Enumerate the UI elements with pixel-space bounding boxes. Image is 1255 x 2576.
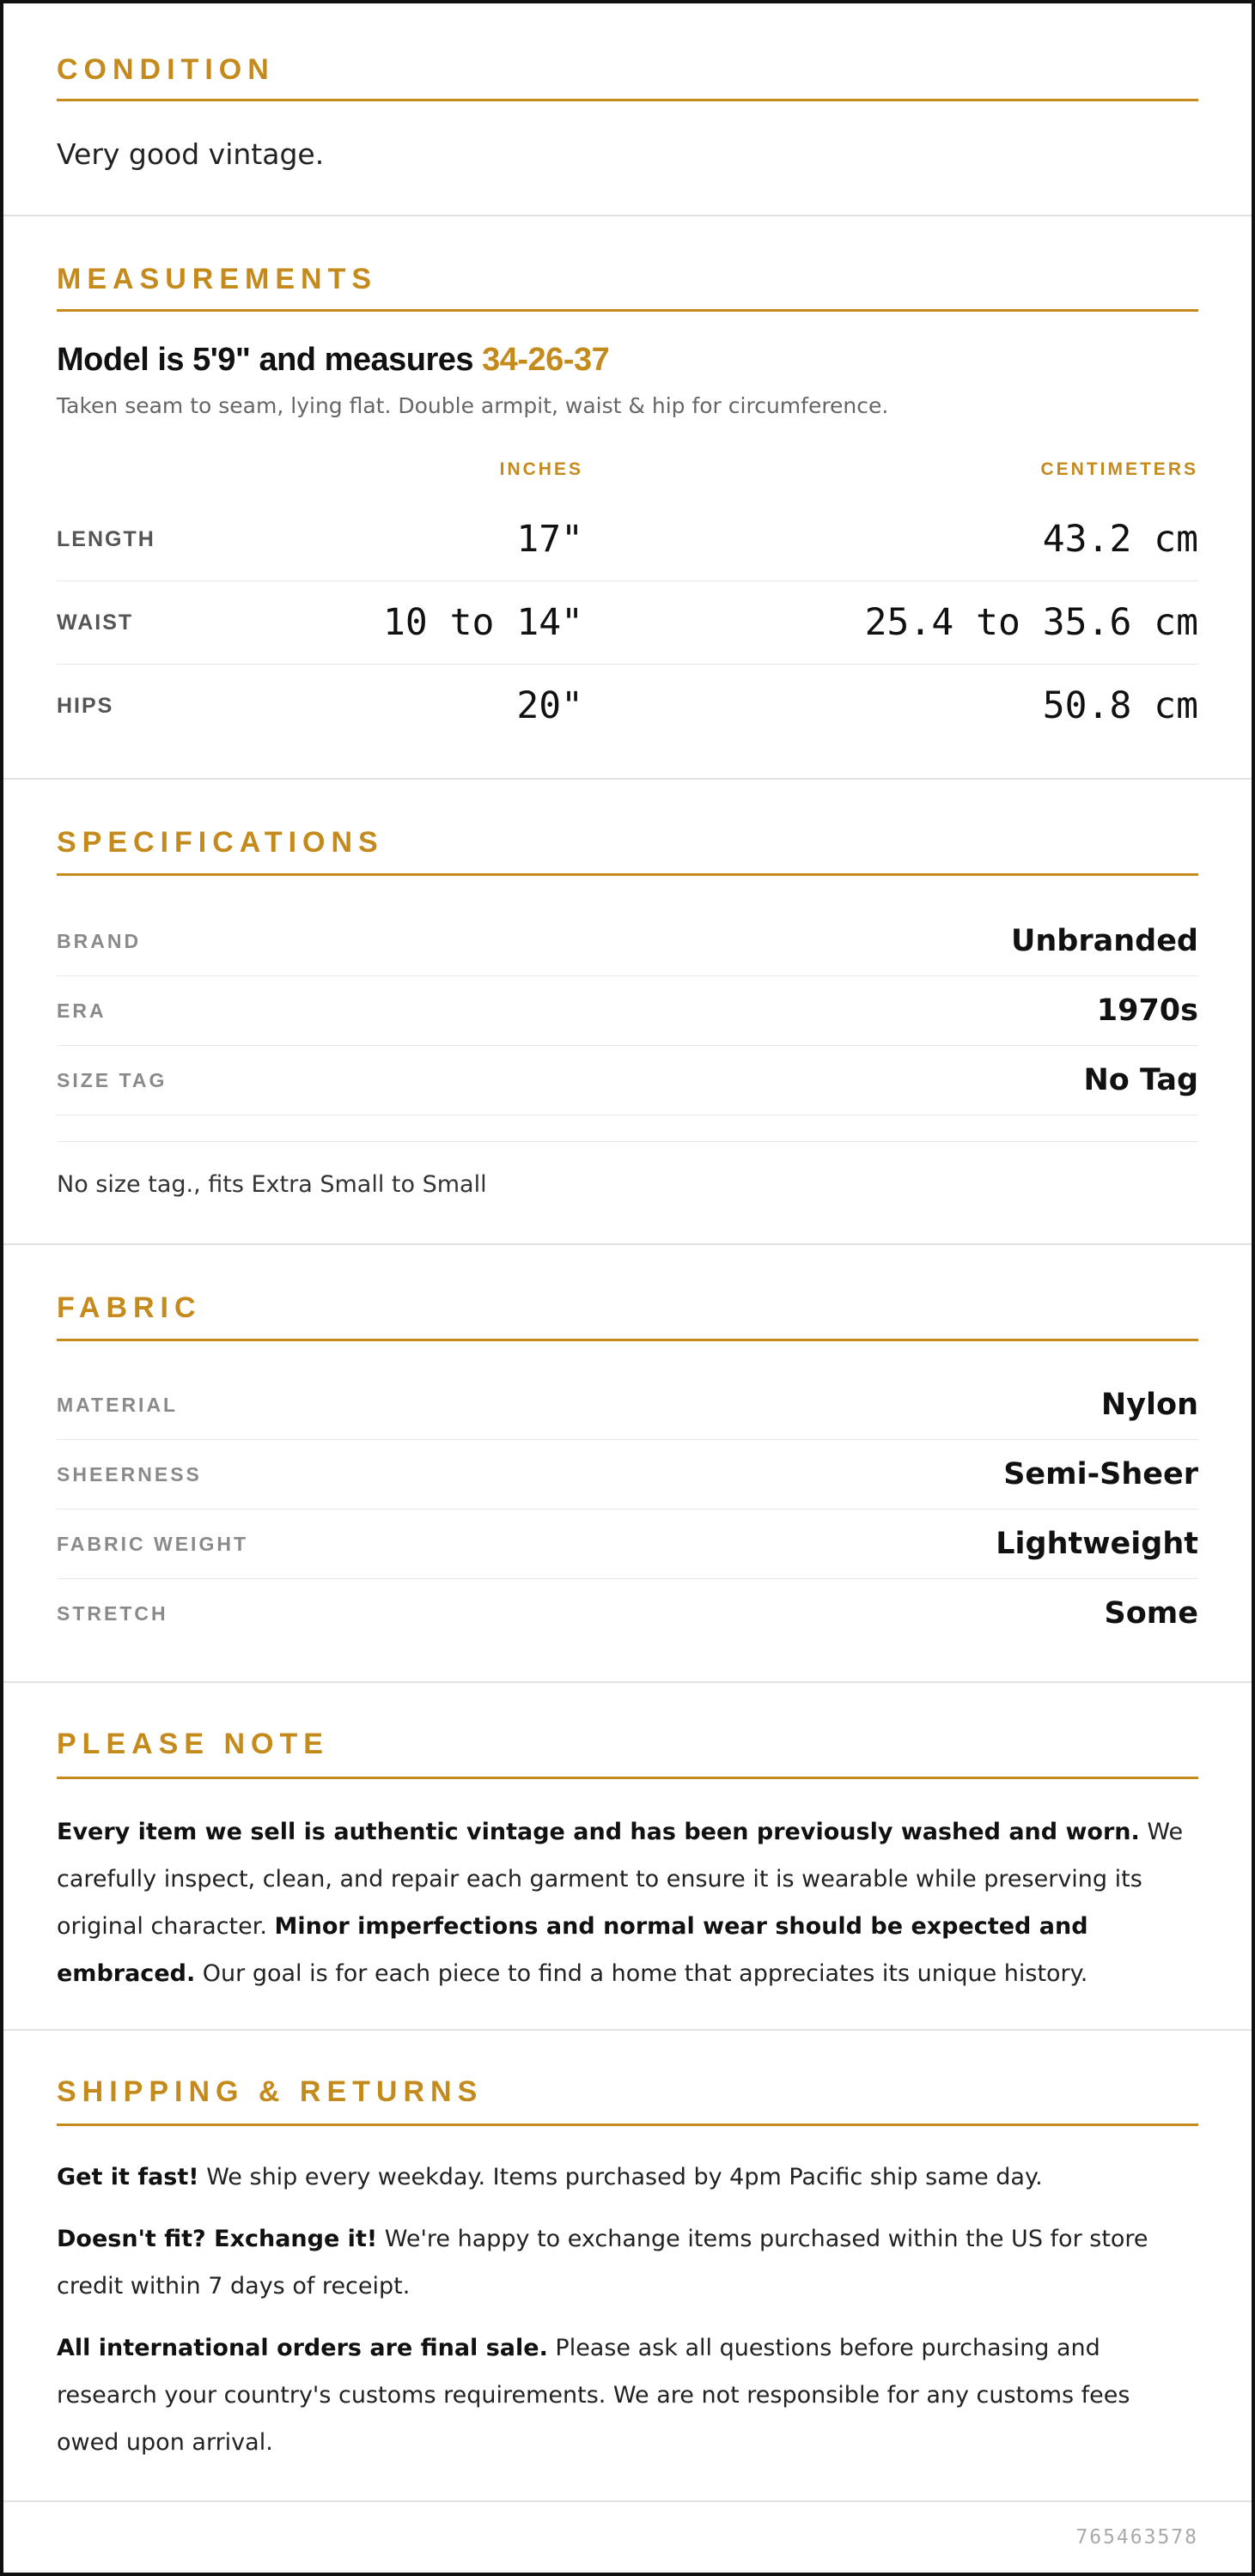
- spec-value: Unbranded: [1010, 924, 1198, 958]
- fabric-value: Nylon: [1100, 1388, 1198, 1422]
- specifications-section: [3, 780, 1252, 1245]
- measurement-row-hips: [57, 665, 1198, 748]
- fabric-rule: [57, 1339, 1198, 1341]
- fabric-row-sheerness: [57, 1440, 1198, 1510]
- fabric-heading: FABRIC: [57, 1291, 202, 1324]
- fabric-value: Semi-Sheer: [1003, 1457, 1198, 1492]
- fabric-row-material: [57, 1370, 1198, 1440]
- measurement-cm: 43.2 cm: [1042, 518, 1198, 561]
- measurement-label: HIPS: [57, 694, 114, 718]
- measurement-inches: 17": [516, 518, 583, 561]
- model-measures-value: 34-26-37: [482, 342, 610, 378]
- fabric-row-weight: [57, 1510, 1198, 1579]
- measurements-rule: [57, 309, 1198, 312]
- centimeters-column-header: CENTIMETERS: [1040, 459, 1198, 479]
- fabric-row-stretch: [57, 1579, 1198, 1649]
- fabric-label: SHEERNESS: [57, 1463, 202, 1485]
- please-note-rule: [57, 1777, 1198, 1779]
- shipping-text-2: We're happy to exchange items purchased within the US for store credit within 7 days of receipt.: [57, 2226, 1148, 2300]
- spec-divider: [57, 1141, 1198, 1142]
- fabric-value: Lightweight: [996, 1527, 1198, 1561]
- please-note-section: [3, 1683, 1252, 2031]
- specifications-heading: SPECIFICATIONS: [57, 826, 384, 859]
- condition-heading: CONDITION: [57, 53, 275, 86]
- spec-row-brand: [57, 907, 1198, 976]
- measurement-row-waist: [57, 581, 1198, 665]
- shipping-paragraph-exchange: [57, 2215, 1198, 2310]
- condition-rule: [57, 99, 1198, 101]
- measurements-heading: MEASUREMENTS: [57, 263, 378, 295]
- shipping-paragraph-fast: [57, 2154, 1198, 2201]
- condition-section: [3, 3, 1252, 216]
- please-note-bold-2: Minor imperfections and normal wear should be expected and embraced.: [57, 1913, 1088, 1987]
- model-measurements-title: [57, 342, 609, 379]
- fabric-label: MATERIAL: [57, 1394, 179, 1416]
- measurements-section: [3, 216, 1252, 780]
- measurement-row-length: [57, 498, 1198, 581]
- condition-text: Very good vintage.: [57, 137, 325, 171]
- shipping-bold-2: Doesn't fit? Exchange it!: [57, 2226, 378, 2252]
- fabric-section: [3, 1245, 1252, 1683]
- measurement-inches: 20": [516, 684, 583, 727]
- shipping-bold-3: All international orders are final sale.: [57, 2335, 548, 2361]
- measurement-inches: 10 to 14": [383, 601, 583, 644]
- specifications-rule: [57, 873, 1198, 876]
- spec-row-era: [57, 976, 1198, 1046]
- spec-label: SIZE TAG: [57, 1069, 168, 1091]
- fabric-label: STRETCH: [57, 1602, 168, 1625]
- shipping-bold-1: Get it fast!: [57, 2164, 199, 2190]
- measurement-label: WAIST: [57, 611, 134, 635]
- fabric-value: Some: [1104, 1596, 1198, 1631]
- inches-column-header: INCHES: [499, 459, 583, 479]
- spec-label: ERA: [57, 999, 107, 1022]
- shipping-paragraph-international: [57, 2324, 1198, 2466]
- shipping-text-1: We ship every weekday. Items purchased by 4pm Pacific ship same day.: [198, 2164, 1043, 2190]
- shipping-section: [3, 2031, 1252, 2502]
- please-note-text-1: We carefully inspect, clean, and repair each garment to ensure it is wearable while preserving its original character.: [57, 1819, 1184, 1940]
- spec-label: BRAND: [57, 930, 142, 952]
- footer-section: [3, 2502, 1252, 2573]
- shipping-heading: SHIPPING & RETURNS: [57, 2075, 484, 2108]
- shipping-text-3: Please ask all questions before purchasing and research your country's customs requirements. We are not responsible for any customs fees owed upon arrival.: [57, 2335, 1130, 2456]
- size-note: No size tag., fits Extra Small to Small: [57, 1171, 487, 1198]
- please-note-heading: PLEASE NOTE: [57, 1728, 329, 1760]
- spec-value: 1970s: [1096, 993, 1198, 1028]
- sku-number: 765463578: [1075, 2526, 1198, 2549]
- measurement-note: Taken seam to seam, lying flat. Double armpit, waist & hip for circumference.: [57, 393, 889, 418]
- spec-value: No Tag: [1083, 1063, 1198, 1097]
- shipping-rule: [57, 2123, 1198, 2126]
- measurement-cm: 50.8 cm: [1042, 684, 1198, 727]
- measurement-cm: 25.4 to 35.6 cm: [864, 601, 1198, 644]
- model-prefix: Model is 5'9" and measures: [57, 342, 483, 378]
- please-note-bold-1: Every item we sell is authentic vintage and has been previously washed and worn.: [57, 1819, 1140, 1845]
- spec-row-size-tag: [57, 1046, 1198, 1115]
- measurement-label: LENGTH: [57, 527, 155, 551]
- please-note-text-2: Our goal is for each piece to find a home that appreciates its unique history.: [195, 1960, 1088, 1987]
- fabric-label: FABRIC WEIGHT: [57, 1533, 248, 1555]
- please-note-paragraph: [57, 1808, 1198, 1997]
